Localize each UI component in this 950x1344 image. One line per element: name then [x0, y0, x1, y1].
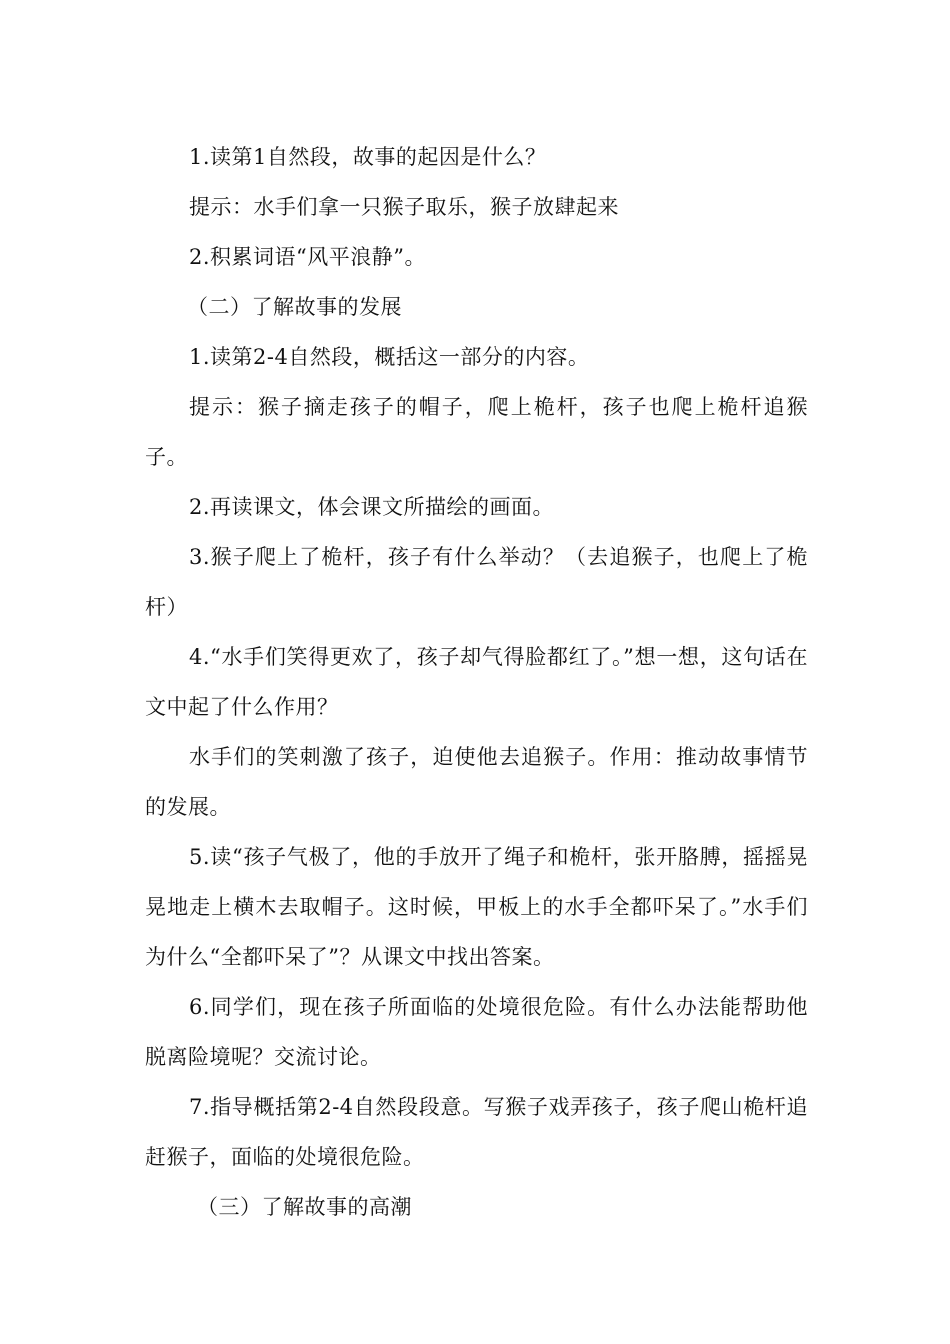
paragraph-vocab: 2.积累词语“风平浪静”。 [189, 245, 427, 269]
paragraph-q3-action: 3.猴子爬上了桅杆，孩子有什么举动？（去追猴子，也爬上了桅杆） [145, 545, 808, 619]
paragraph-q5-read: 5.读“孩子气极了，他的手放开了绳子和桅杆，张开胳膊，摇摇晃晃地走上横木去取帽子。这时候，甲板上的水手全都吓呆了。”水手们为什么“全都吓呆了”？从课文中找出答案。 [145, 845, 808, 969]
paragraph-q4-quote: 4.“水手们笑得更欢了，孩子却气得脸都红了。”想一想，这句话在文中起了什么作用？ [145, 645, 808, 719]
paragraph-q1-cause: 1.读第1自然段，故事的起因是什么？ [189, 145, 547, 169]
document-body [145, 132, 808, 1232]
paragraph-q2-reread: 2.再读课文，体会课文所描绘的画面。 [189, 495, 555, 519]
paragraph-hint-2: 提示：猴子摘走孩子的帽子，爬上桅杆，孩子也爬上桅杆追猴子。 [145, 395, 808, 469]
paragraph-q1-summary: 1.读第2-4自然段，概括这一部分的内容。 [189, 345, 590, 369]
section-heading-climax: （三）了解故事的高潮 [197, 1195, 412, 1219]
paragraph-q7-summary: 7.指导概括第2-4自然段段意。写猴子戏弄孩子，孩子爬山桅杆追赶猴子，面临的处境很危险。 [145, 1095, 808, 1169]
paragraph-hint-1: 提示：水手们拿一只猴子取乐，猴子放肆起来 [189, 195, 619, 219]
paragraph-q6-discuss: 6.同学们，现在孩子所面临的处境很危险。有什么办法能帮助他脱离险境呢？交流讨论。 [145, 995, 808, 1069]
section-heading-development: （二）了解故事的发展 [187, 295, 402, 319]
paragraph-answer-q4: 水手们的笑刺激了孩子，迫使他去追猴子。作用：推动故事情节的发展。 [145, 745, 808, 819]
